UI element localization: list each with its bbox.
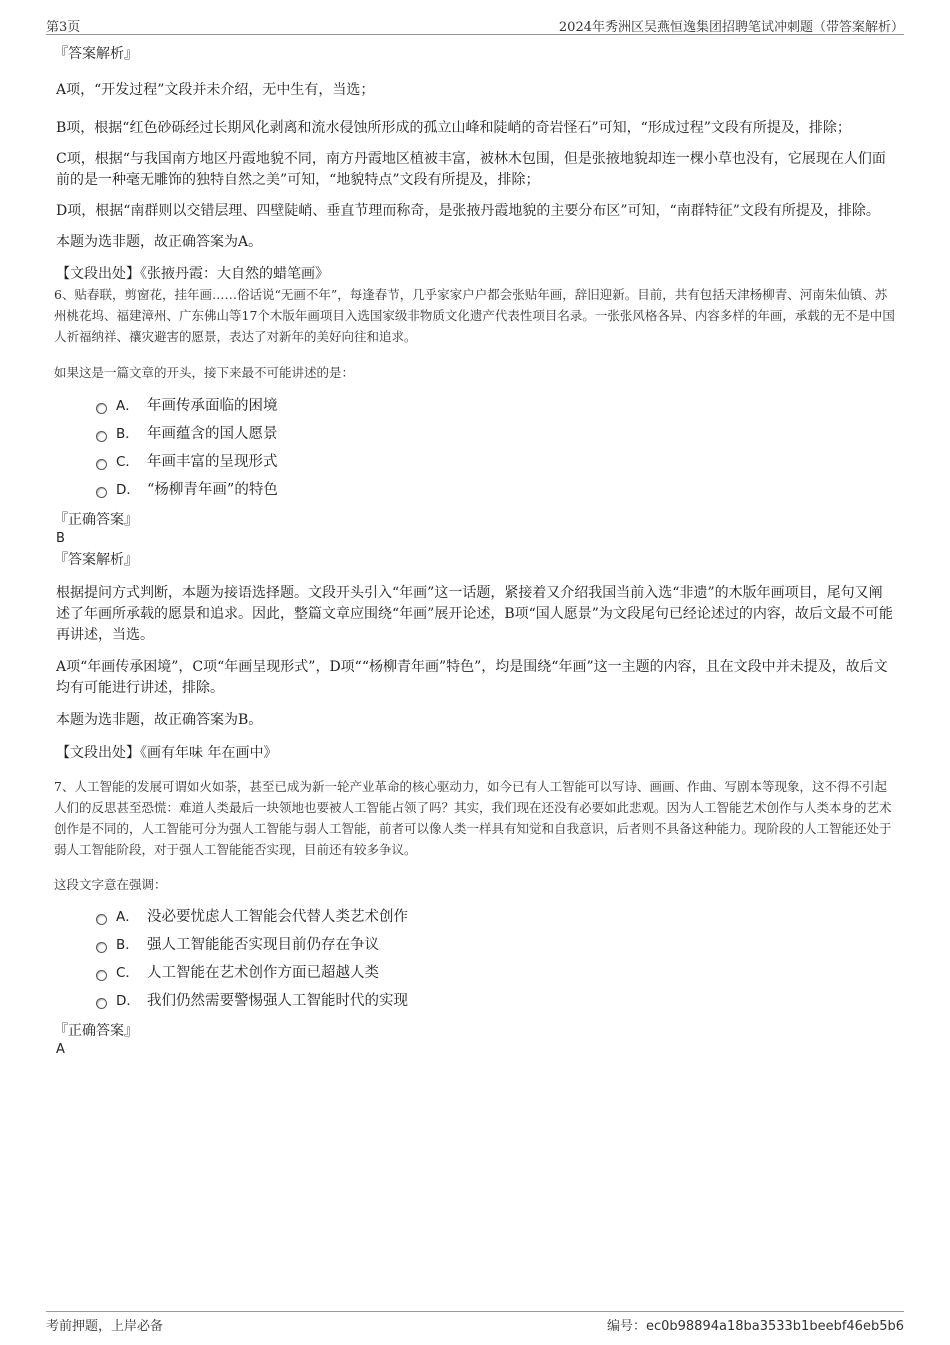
q7-answer-label: 『正确答案』 — [54, 1023, 138, 1039]
q7-option-b[interactable]: B． 强人工智能能否实现目前仍存在争议 — [96, 931, 896, 959]
radio-icon[interactable] — [96, 998, 107, 1009]
document-code — [607, 1315, 904, 1334]
q6-conclusion: 本题为选非题，故正确答案为B。 — [56, 712, 263, 728]
q6-option-a[interactable]: A． 年画传承面临的困境 — [96, 392, 896, 420]
q5-analysis-label: 『答案解析』 — [54, 46, 138, 62]
radio-icon[interactable] — [96, 403, 107, 414]
radio-icon[interactable] — [96, 942, 107, 953]
q6-option-d[interactable]: D． “杨柳青年画”的特色 — [96, 476, 896, 504]
q6-analysis-label: 『答案解析』 — [54, 552, 138, 568]
q7-option-a[interactable]: A． 没必要忧虑人工智能会代替人类艺术创作 — [96, 903, 896, 931]
q6-option-c[interactable]: C． 年画丰富的呈现形式 — [96, 448, 896, 476]
q5-analysis-para-2: B项，根据“红色砂砾经过长期风化剥离和流水侵蚀所形成的孤立山峰和陡峭的奇岩怪石”可知，“形成过程”文段有所提及，排除； — [56, 120, 851, 136]
code-value: ec0b98894a18ba3533b1beebf46eb5b6 — [645, 1319, 904, 1334]
q6-question: 如果这是一篇文章的开头，接下来最不可能讲述的是： — [54, 365, 355, 380]
footer-slogan: 考前押题，上岸必备 — [46, 1319, 164, 1334]
page-footer — [46, 1311, 904, 1334]
q6-stem: 6、贴春联，剪窗花，挂年画……俗话说“无画不年”，每逢春节，几乎家家户户都会张贴年画，辞旧迎新。目前，共有包括天津杨柳青、河南朱仙镇、苏州桃花坞、福建漳州、广东佛山等17个木版年画项目入选国家级非物质文化遗产代表性项目名录。一张张风格各异、内容多样的年画，承载的无不是中国人祈福纳祥、禳灾避害的愿景，表达了对新年的美好向往和追求。 — [54, 287, 895, 344]
radio-icon[interactable] — [96, 431, 107, 442]
q5-analysis-para-1: A项，“开发过程”文段并未介绍，无中生有，当选； — [56, 82, 375, 98]
radio-icon[interactable] — [96, 459, 107, 470]
q6-answer: B — [56, 531, 65, 546]
q7-answer: A — [56, 1042, 65, 1057]
q5-source: 【文段出处】《张掖丹霞：大自然的蜡笔画》 — [56, 266, 329, 282]
q5-analysis-para-3: C项，根据“与我国南方地区丹霞地貌不同，南方丹霞地区植被丰富，被林木包围，但是张掖地貌却连一棵小草也没有，它展现在人们面前的是一种毫无雕饰的独特自然之美”可知，“地貌特点”文段有所提及，排除； — [56, 151, 886, 188]
q7-option-c[interactable]: C． 人工智能在艺术创作方面已超越人类 — [96, 959, 896, 987]
radio-icon[interactable] — [96, 970, 107, 981]
radio-icon[interactable] — [96, 914, 107, 925]
q6-analysis-para-2: A项“年画传承困境”，C项“年画呈现形式”，D项““杨柳青年画”特色”，均是围绕“年画”这一主题的内容，且在文段中并未提及，故后文均有可能进行讲述，排除。 — [56, 659, 888, 696]
q7-question: 这段文字意在强调： — [54, 877, 167, 892]
code-label: 编号： — [606, 1319, 646, 1334]
q5-conclusion: 本题为选非题，故正确答案为A。 — [56, 234, 263, 250]
q7-option-d[interactable]: D． 我们仍然需要警惕强人工智能时代的实现 — [96, 987, 896, 1015]
document-title: 2024年秀洲区吴燕恒逸集团招聘笔试冲刺题（带答案解析） — [558, 20, 904, 35]
q7-options — [56, 903, 896, 1015]
q5-analysis-para-4: D项，根据“南群则以交错层理、四壁陡峭、垂直节理而称奇，是张掖丹霞地貌的主要分布区”可知，“南群特征”文段有所提及，排除。 — [56, 203, 880, 219]
radio-icon[interactable] — [96, 487, 107, 498]
q6-answer-label: 『正确答案』 — [54, 512, 138, 528]
q6-options — [56, 392, 896, 504]
page-number: 第3页 — [46, 20, 81, 35]
page-content — [56, 44, 896, 1059]
q7-stem: 7、人工智能的发展可谓如火如荼，甚至已成为新一轮产业革命的核心驱动力，如今已有人工智能可以写诗、画画、作曲、写剧本等现象，这不得不引起人们的反思甚至恐慌：难道人类最后一块领地也要被人工智能占领了吗？其实，我们现在还没有必要如此悲观。因为人工智能艺术创作与人类本身的艺术创作是不同的，人工智能可分为强人工智能与弱人工智能，前者可以像人类一样具有知觉和自我意识，后者则不具备这种能力。现阶段的人工智能还处于弱人工智能阶段，对于强人工智能能否实现，目前还有较多争议。 — [54, 779, 892, 857]
page-header — [46, 14, 904, 35]
q6-option-b[interactable]: B． 年画蕴含的国人愿景 — [96, 420, 896, 448]
q6-analysis-para-1: 根据提问方式判断，本题为接语选择题。文段开头引入“年画”这一话题，紧接着又介绍我国当前入选“非遗”的木版年画项目，尾句又阐述了年画所承载的愿景和追求。因此，整篇文章应围绕“年画”展开论述，B项“国人愿景”为文段尾句已经论述过的内容，故后文最不可能再讲述，当选。 — [56, 585, 893, 643]
q6-source: 【文段出处】《画有年味 年在画中》 — [56, 745, 278, 761]
